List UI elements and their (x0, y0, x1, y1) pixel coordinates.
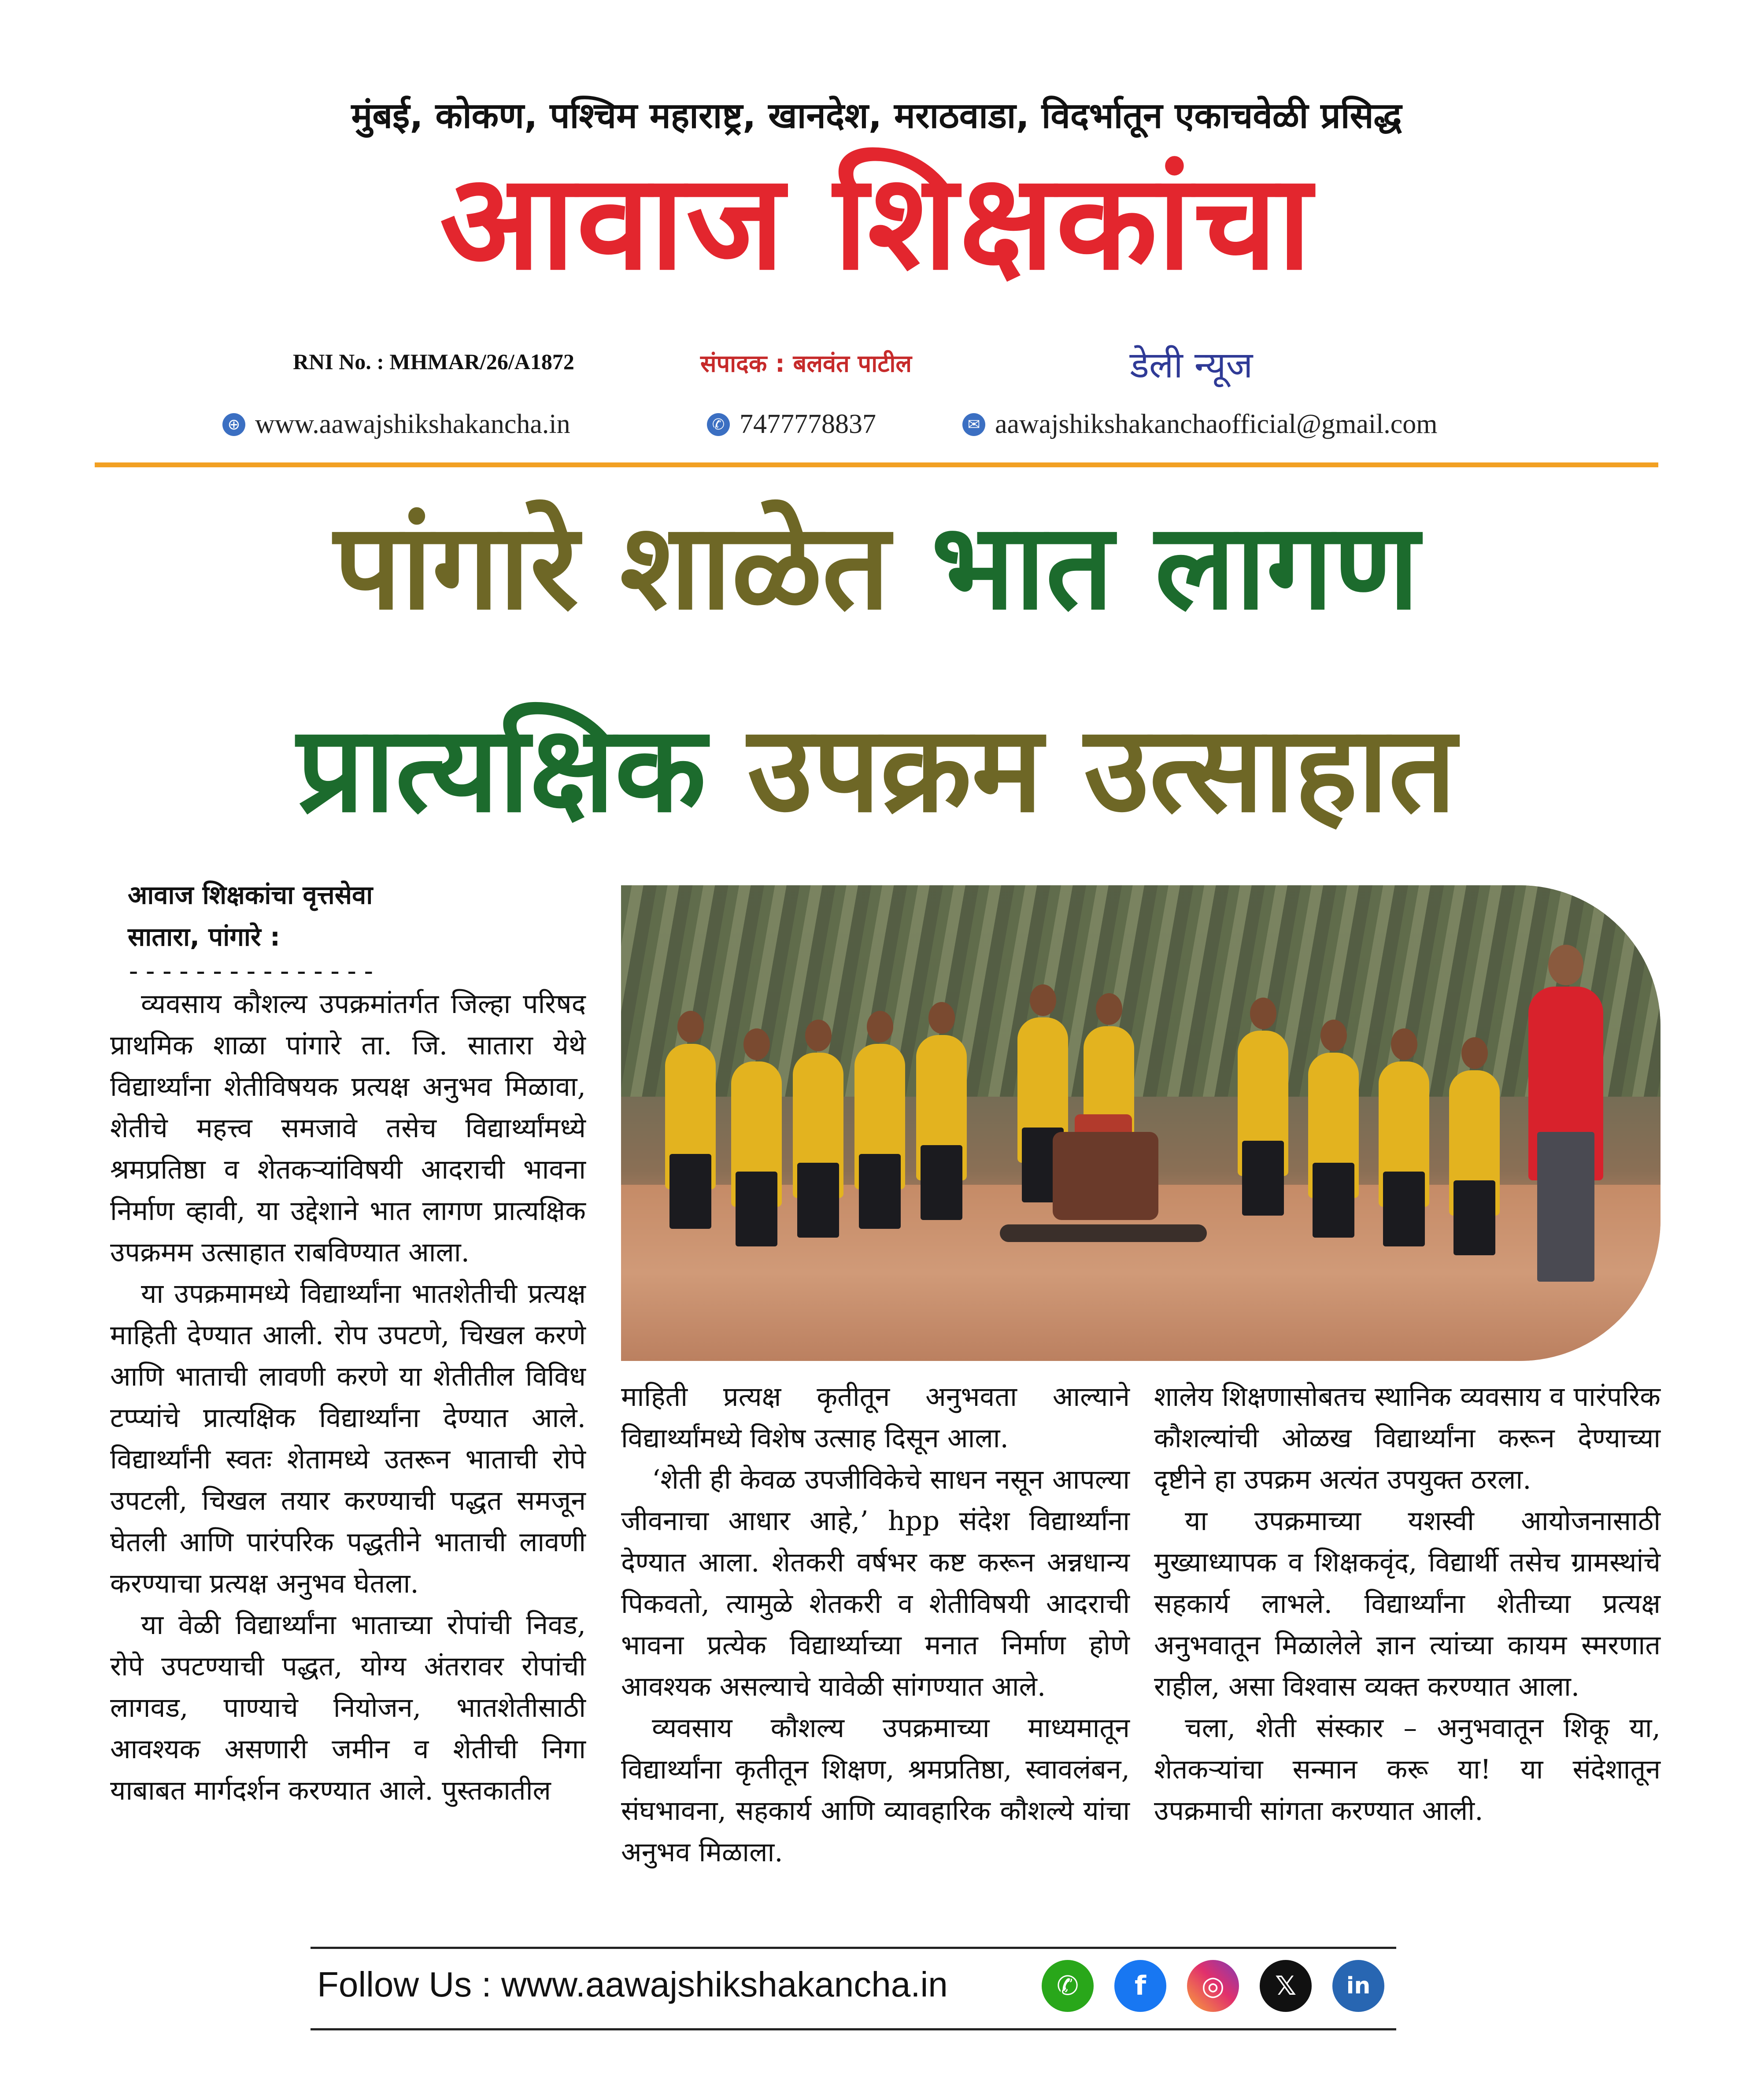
paragraph: ‘शेती ही केवळ उपजीविकेचे साधन नसून आपल्या जीवनाचा आधार आहे,’ hpp संदेश विद्यार्थ्यांना देण्यात आला. शेतकरी वर्षभर कष्ट करून अन्नधान्य पिकवतो, त्यामुळे शेतकरी व शेतीविषयी आदराची भावना प्रत्येक विद्यार्थ्याच्या मनात निर्माण होणे आवश्यक असल्याचे यावेळी सांगण्यात आले. (621, 1464, 1130, 1702)
headline-part-olive-2: उपक्रम उत्साहात (747, 700, 1457, 839)
photo-power-tiller (1000, 1114, 1207, 1282)
follow-us-text[interactable]: Follow Us : www.aawajshikshakancha.in (317, 1965, 948, 2004)
website-contact[interactable] (222, 409, 570, 440)
article-photo (621, 885, 1661, 1361)
photo-student (1238, 1031, 1288, 1176)
article-column-2 (621, 1376, 1130, 1873)
paragraph: या उपक्रमामध्ये विद्यार्थ्यांना भातशेतीची प्रत्यक्ष माहिती देण्यात आली. रोप उपटणे, चिखल करणे आणि भाताची लावणी करणे या शेतीतील विविध टप्प्यांचे प्रात्यक्षिक विद्यार्थ्यांना देण्यात आले. विद्यार्थ्यांनी स्वतः शेतामध्ये उतरून भाताची रोपे उपटली, चिखल तयार करण्याची पद्धत समजून घेतली आणि पारंपरिक पद्धतीने भाताची लावणी करण्याचा प्रत्यक्ष अनुभव घेतला. (110, 1278, 586, 1599)
footer-top-rule (311, 1947, 1396, 1949)
edition-label: डेली न्यूज (1130, 344, 1253, 386)
photo-student (665, 1044, 716, 1189)
mail-icon: ✉ (962, 413, 985, 436)
photo-student (793, 1053, 843, 1198)
photo-student (1308, 1053, 1359, 1198)
rni-number: RNI No. : MHMAR/26/A1872 (293, 349, 574, 374)
phone-icon: ✆ (707, 413, 730, 436)
whatsapp-icon[interactable]: ✆ (1042, 1960, 1094, 2012)
photo-student (854, 1044, 905, 1189)
x-icon[interactable]: 𝕏 (1260, 1960, 1312, 2012)
photo-student (916, 1035, 967, 1180)
paragraph: चला, शेती संस्कार – अनुभवातून शिकू या, शेतकऱ्यांचा सन्मान करू या! या संदेशातून उपक्रमाची सांगता करण्यात आली. (1154, 1712, 1661, 1826)
tagline: मुंबई, कोकण, पश्चिम महाराष्ट्र, खानदेश, मराठवाडा, विदर्भातून एकाचवेळी प्रसिद्ध (351, 95, 1402, 136)
paragraph: माहिती प्रत्यक्ष कृतीतून अनुभवता आल्याने विद्यार्थ्यांमध्ये विशेष उत्साह दिसून आला. (621, 1381, 1130, 1454)
editor-name: संपादक : बलवंत पाटील (700, 350, 912, 377)
email-contact[interactable] (962, 409, 1438, 440)
headline-line-2 (0, 700, 1753, 839)
paragraph: व्यवसाय कौशल्य उपक्रमाच्या माध्यमातून विद्यार्थ्यांना कृतीतून शिक्षण, श्रमप्रतिष्ठा, स्वावलंबन, संघभावना, सहकार्य आणि व्यावहारिक कौशल्ये यांचा अनुभव मिळाला. (621, 1712, 1130, 1868)
photo-student (1449, 1070, 1500, 1216)
photo-hillside (621, 885, 1661, 1097)
facebook-icon[interactable]: f (1114, 1960, 1166, 2012)
headline-part-green-1: भात लागण (931, 497, 1420, 636)
photo-teacher (1528, 987, 1603, 1180)
paragraph: शालेय शिक्षणासोबतच स्थानिक व्यवसाय व पारंपरिक कौशल्यांची ओळख विद्यार्थ्यांना करून देण्याच्या दृष्टीने हा उपक्रम अत्यंत उपयुक्त ठरला. (1154, 1381, 1661, 1495)
paragraph: व्यवसाय कौशल्य उपक्रमांतर्गत जिल्हा परिषद प्राथमिक शाळा पांगारे ता. जि. सातारा येथे विद्यार्थ्यांना शेतीविषयक प्रत्यक्ष अनुभव मिळावा, शेतीचे महत्त्व समजावे तसेच विद्यार्थ्यांमध्ये श्रमप्रतिष्ठा व शेतकऱ्यांविषयी आदराची भावना निर्माण व्हावी, या उद्देशाने भात लागण प्रात्यक्षिक उपक्रमम उत्साहात राबविण्यात आला. (110, 988, 586, 1268)
byline-separator: --------------- (126, 956, 377, 987)
website-text[interactable]: www.aawajshikshakancha.in (255, 409, 570, 439)
headline-part-olive-1: पांगारे शाळेत (333, 497, 890, 636)
phone-contact[interactable] (707, 409, 876, 440)
email-text[interactable]: aawajshikshakanchaofficial@gmail.com (995, 409, 1438, 439)
newspaper-title: आवाज शिक्षकांचा (440, 145, 1313, 299)
article-column-1 (110, 983, 586, 1812)
linkedin-icon[interactable]: in (1332, 1960, 1384, 2012)
photo-student (731, 1061, 782, 1207)
news-source: आवाज शिक्षकांचा वृत्तसेवा (128, 880, 373, 910)
headline-line-1 (0, 497, 1753, 636)
phone-text[interactable]: 7477778837 (740, 409, 876, 439)
globe-icon: ⊕ (222, 413, 245, 436)
dateline-place: सातारा, पांगारे : (128, 922, 281, 952)
instagram-icon[interactable]: ◎ (1187, 1960, 1239, 2012)
article-column-3 (1154, 1376, 1661, 1832)
headline-part-green-2: प्रात्यक्षिक (296, 700, 706, 839)
photo-student (1379, 1061, 1429, 1207)
footer-bottom-rule (311, 2028, 1396, 2030)
paragraph: या उपक्रमाच्या यशस्वी आयोजनासाठी मुख्याध्यापक व शिक्षकवृंद, विद्यार्थी तसेच ग्रामस्थांचे सहकार्य लाभले. विद्यार्थ्यांना शेतीच्या प्रत्यक्ष अनुभवातून मिळालेले ज्ञान त्यांच्या कायम स्मरणात राहील, असा विश्वास व्यक्त करण्यात आला. (1154, 1505, 1661, 1702)
paragraph: या वेळी विद्यार्थ्यांना भाताच्या रोपांची निवड, रोपे उपटण्याची पद्धत, योग्य अंतरावर रोपांची लागवड, पाण्याचे नियोजन, भातशेतीसाठी आवश्यक असणारी जमीन व शेतीची निगा याबाबत मार्गदर्शन करण्यात आले. पुस्तकातील (110, 1609, 586, 1806)
header-divider (95, 462, 1658, 467)
